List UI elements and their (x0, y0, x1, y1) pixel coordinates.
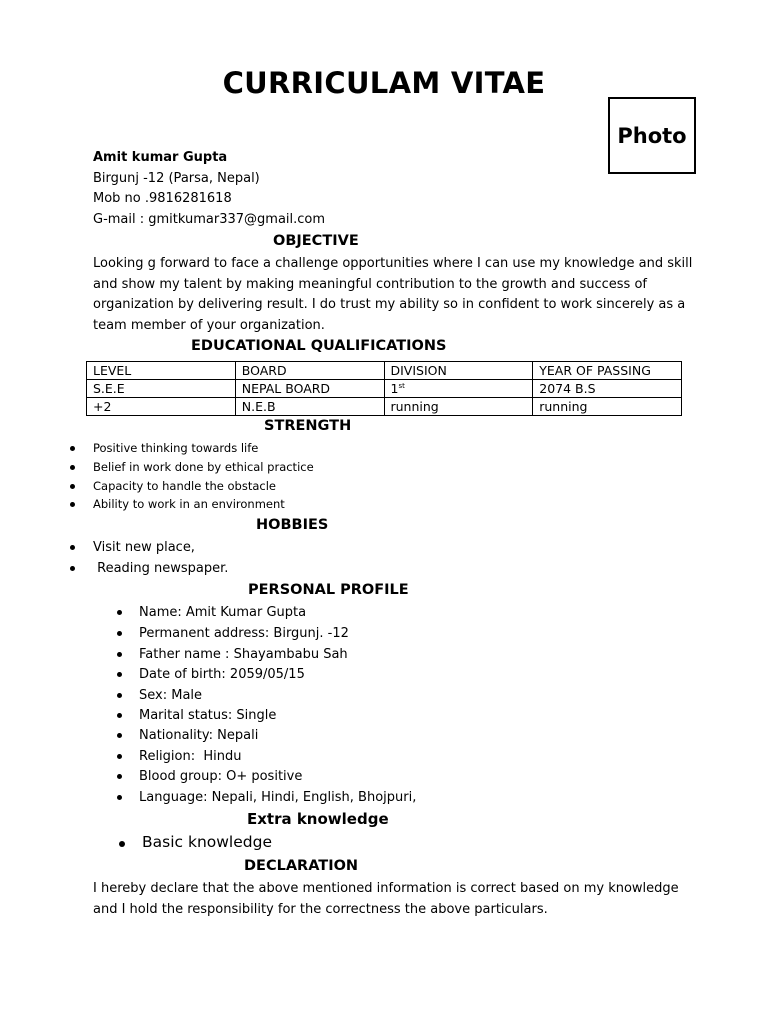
division-superscript: st (398, 381, 405, 390)
bullet-icon (117, 672, 122, 677)
table-header-row (87, 362, 682, 380)
column-header: LEVEL (87, 362, 236, 380)
profile-item: Blood group: O+ positive (139, 769, 303, 784)
table-cell: NEPAL BOARD (235, 380, 384, 398)
profile-item: Nationality: Nepali (139, 728, 259, 743)
education-table (86, 361, 682, 416)
declaration-heading: DECLARATION (244, 858, 359, 874)
photo-label: Photo (617, 123, 687, 148)
strength-item: Belief in work done by ethical practice (93, 460, 314, 474)
hobby-item: Reading newspaper. (93, 561, 229, 576)
bullet-icon (117, 610, 122, 615)
hobby-item: Visit new place, (93, 540, 195, 555)
bullet-icon (117, 733, 122, 738)
table-cell: 2074 B.S (533, 380, 682, 398)
table-row (87, 398, 682, 416)
profile-item: Permanent address: Birgunj. -12 (139, 626, 349, 641)
hobbies-heading: HOBBIES (256, 517, 329, 533)
strength-heading: STRENGTH (264, 418, 352, 434)
bullet-icon (70, 484, 75, 489)
document-title: CURRICULAM VITAE (222, 66, 546, 100)
personal-profile-heading: PERSONAL PROFILE (248, 582, 409, 598)
contact-address: Birgunj -12 (Parsa, Nepal) (93, 171, 260, 186)
bullet-icon (119, 841, 125, 847)
division-value: 1 (390, 381, 399, 396)
bullet-icon (70, 502, 75, 507)
objective-text (93, 254, 693, 336)
declaration-text (93, 879, 693, 920)
bullet-icon (117, 631, 122, 636)
bullet-icon (70, 446, 75, 451)
profile-item: Sex: Male (139, 688, 203, 703)
extra-knowledge-item: Basic knowledge (142, 833, 272, 851)
bullet-icon (70, 566, 75, 571)
profile-item: Marital status: Single (139, 708, 277, 723)
objective-line: team member of your organization. (93, 317, 325, 333)
objective-line: Looking g forward to face a challenge opportunities where I can use my knowledge and skill (93, 256, 693, 271)
photo-placeholder (608, 97, 696, 174)
bullet-icon (117, 693, 122, 698)
profile-item: Father name : Shayambabu Sah (139, 647, 348, 662)
contact-mobile: Mob no .9816281618 (93, 191, 232, 206)
bullet-icon (117, 795, 122, 800)
declaration-line: I hereby declare that the above mentioned information is correct based on my knowledge (93, 881, 679, 896)
profile-item: Language: Nepali, Hindi, English, Bhojpuri, (139, 790, 417, 805)
objective-line: and show my talent by making meaningful contribution to the growth and success of (93, 276, 647, 292)
table-cell: running (533, 398, 682, 416)
strength-item: Ability to work in an environment (93, 497, 285, 511)
table-row (87, 380, 682, 398)
strength-item: Positive thinking towards life (93, 441, 259, 455)
contact-name: Amit kumar Gupta (93, 150, 228, 165)
column-header: DIVISION (384, 362, 533, 380)
declaration-line: and I hold the responsibility for the correctness the above particulars. (93, 901, 548, 917)
bullet-icon (70, 545, 75, 550)
objective-heading: OBJECTIVE (273, 233, 359, 249)
bullet-icon (117, 754, 122, 759)
bullet-icon (117, 774, 122, 779)
table-cell: S.E.E (87, 380, 236, 398)
contact-email: G-mail : gmitkumar337@gmail.com (93, 212, 326, 227)
table-cell: running (384, 398, 533, 416)
education-heading: EDUCATIONAL QUALIFICATIONS (191, 338, 447, 354)
table-cell: N.E.B (235, 398, 384, 416)
bullet-icon (70, 465, 75, 470)
bullet-icon (117, 713, 122, 718)
table-cell: +2 (87, 398, 236, 416)
profile-item: Religion: Hindu (139, 749, 242, 764)
table-cell (384, 380, 533, 398)
column-header: YEAR OF PASSING (533, 362, 682, 380)
profile-item: Date of birth: 2059/05/15 (139, 667, 305, 682)
strength-item: Capacity to handle the obstacle (93, 479, 276, 493)
profile-item: Name: Amit Kumar Gupta (139, 605, 307, 620)
column-header: BOARD (235, 362, 384, 380)
objective-line: organization by delivering result. I do trust my ability so in confident to work sincerely as a (93, 297, 686, 312)
bullet-icon (117, 652, 122, 657)
extra-knowledge-heading: Extra knowledge (247, 810, 389, 828)
